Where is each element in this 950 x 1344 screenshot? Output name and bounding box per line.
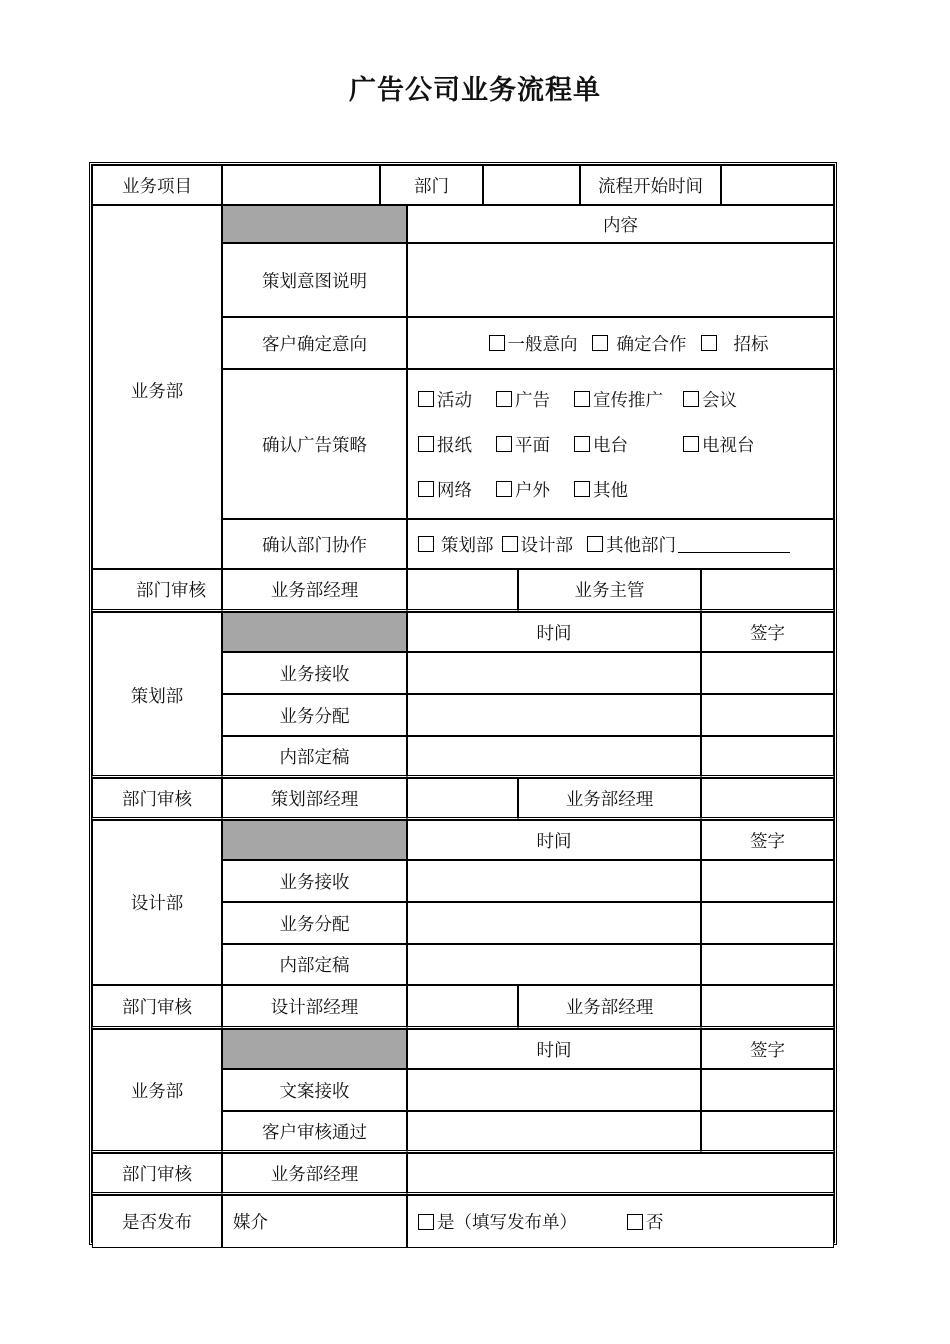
client-intent-options: [407, 317, 834, 369]
option-other[interactable]: 其他: [574, 477, 628, 502]
option-outdoor[interactable]: 户外: [496, 477, 560, 502]
sign-header: 签字: [701, 612, 834, 652]
step-sign-field[interactable]: [701, 944, 834, 985]
review-b-sign[interactable]: [701, 778, 834, 820]
review-a-sign[interactable]: [407, 1153, 834, 1195]
section-divider: [92, 736, 222, 778]
step-sign-field[interactable]: [701, 1069, 834, 1111]
business-dept-label: 业务部: [92, 205, 222, 569]
option-general-intent[interactable]: 一般意向: [489, 331, 578, 356]
content-header: 内容: [407, 205, 834, 243]
start-time-field[interactable]: [721, 165, 834, 205]
plan-intent-label: 策划意图说明: [222, 243, 407, 317]
checkbox[interactable]: [701, 335, 717, 351]
media-label: 媒介: [222, 1195, 407, 1248]
review-label: 部门审核: [92, 1153, 222, 1195]
checkbox[interactable]: [574, 391, 590, 407]
dept-coop-label: 确认部门协作: [222, 519, 407, 569]
option-internet[interactable]: 网络: [418, 477, 482, 502]
review-a-label: 业务部经理: [222, 569, 407, 612]
gray-header-cell: [222, 1029, 407, 1069]
plan-intent-field[interactable]: [407, 243, 834, 317]
page-title: 广告公司业务流程单: [349, 75, 601, 106]
step-label: 内部定稿: [222, 736, 407, 778]
checkbox[interactable]: [418, 1214, 434, 1230]
business-dept-label-2: 业务部: [92, 1029, 222, 1153]
step-label: 业务分配: [222, 902, 407, 944]
step-label: 业务接收: [222, 860, 407, 902]
checkbox[interactable]: [418, 391, 434, 407]
checkbox[interactable]: [418, 436, 434, 452]
checkbox[interactable]: [683, 391, 699, 407]
step-time-field[interactable]: [407, 944, 701, 985]
review-a-sign[interactable]: [407, 985, 518, 1029]
planning-dept-label: 策划部: [92, 612, 222, 778]
option-publish-yes[interactable]: 是（填写发布单）: [418, 1209, 577, 1234]
gray-header-cell: [222, 205, 407, 243]
step-time-field[interactable]: [407, 652, 701, 694]
option-bidding[interactable]: 招标: [701, 331, 769, 356]
sign-header: 签字: [701, 1029, 834, 1069]
step-sign-field[interactable]: [701, 860, 834, 902]
time-header: 时间: [407, 612, 701, 652]
step-time-field[interactable]: [407, 902, 701, 944]
step-time-field[interactable]: [407, 1069, 701, 1111]
review-a-label: 业务部经理: [222, 1153, 407, 1195]
step-sign-field[interactable]: [701, 902, 834, 944]
review-b-label: 业务部经理: [518, 778, 701, 820]
checkbox[interactable]: [418, 481, 434, 497]
step-label: 客户审核通过: [222, 1111, 407, 1153]
review-a-label: 设计部经理: [222, 985, 407, 1029]
checkbox[interactable]: [683, 436, 699, 452]
publish-options: [407, 1195, 834, 1248]
dept-field[interactable]: [483, 165, 580, 205]
step-sign-field[interactable]: [701, 694, 834, 736]
project-label: 业务项目: [92, 165, 222, 205]
checkbox[interactable]: [502, 536, 518, 552]
option-newspaper[interactable]: 报纸: [418, 432, 482, 457]
option-tv[interactable]: 电视台: [683, 432, 755, 457]
review-label: 部门审核: [92, 778, 222, 820]
step-time-field[interactable]: [407, 694, 701, 736]
step-sign-field[interactable]: [701, 652, 834, 694]
review-label: 部门审核: [92, 569, 222, 612]
step-time-field[interactable]: [407, 1111, 701, 1153]
checkbox[interactable]: [418, 536, 434, 552]
other-dept-blank[interactable]: [678, 536, 790, 553]
step-sign-field[interactable]: [701, 736, 834, 778]
publish-label: 是否发布: [92, 1195, 222, 1248]
option-advert[interactable]: 广告: [496, 387, 560, 412]
gray-header-cell: [222, 820, 407, 860]
review-a-label: 策划部经理: [222, 778, 407, 820]
form-frame: [89, 162, 837, 1245]
time-header: 时间: [407, 1029, 701, 1069]
gray-header-cell: [222, 612, 407, 652]
review-label: 部门审核: [92, 985, 222, 1029]
option-other-dept[interactable]: 其他部门: [587, 532, 790, 557]
review-a-sign[interactable]: [407, 569, 518, 612]
checkbox[interactable]: [587, 536, 603, 552]
checkbox[interactable]: [496, 481, 512, 497]
checkbox[interactable]: [574, 436, 590, 452]
checkbox[interactable]: [592, 335, 608, 351]
review-b-label: 业务主管: [518, 569, 701, 612]
step-label: 业务分配: [222, 694, 407, 736]
project-field[interactable]: [222, 165, 380, 205]
option-confirm-cooperation[interactable]: 确定合作: [592, 331, 687, 356]
review-b-sign[interactable]: [701, 985, 834, 1029]
start-time-label: 流程开始时间: [580, 165, 721, 205]
checkbox[interactable]: [496, 436, 512, 452]
option-meeting[interactable]: 会议: [683, 387, 737, 412]
step-sign-field[interactable]: [701, 1111, 834, 1153]
checkbox[interactable]: [574, 481, 590, 497]
checkbox[interactable]: [627, 1214, 643, 1230]
option-publish-no[interactable]: 否: [627, 1209, 664, 1234]
review-b-label: 业务部经理: [518, 985, 701, 1029]
option-planning-dept[interactable]: 策划部: [418, 532, 494, 557]
step-label: 业务接收: [222, 652, 407, 694]
step-time-field[interactable]: [407, 860, 701, 902]
checkbox[interactable]: [489, 335, 505, 351]
review-a-sign[interactable]: [407, 778, 518, 820]
dept-coop-options: [407, 519, 834, 569]
time-header: 时间: [407, 820, 701, 860]
design-dept-label: 设计部: [92, 820, 222, 985]
client-intent-label: 客户确定意向: [222, 317, 407, 369]
option-radio[interactable]: 电台: [574, 432, 669, 457]
step-label: 内部定稿: [222, 944, 407, 985]
sign-header: 签字: [701, 820, 834, 860]
option-event[interactable]: 活动: [418, 387, 482, 412]
ad-strategy-label: 确认广告策略: [222, 369, 407, 519]
option-print[interactable]: 平面: [496, 432, 560, 457]
ad-strategy-options: [407, 369, 834, 519]
option-promotion[interactable]: 宣传推广: [574, 387, 669, 412]
step-time-field[interactable]: [407, 736, 701, 778]
step-label: 文案接收: [222, 1069, 407, 1111]
option-design-dept[interactable]: 设计部: [502, 532, 574, 557]
dept-label: 部门: [380, 165, 483, 205]
review-b-sign[interactable]: [701, 569, 834, 612]
checkbox[interactable]: [496, 391, 512, 407]
